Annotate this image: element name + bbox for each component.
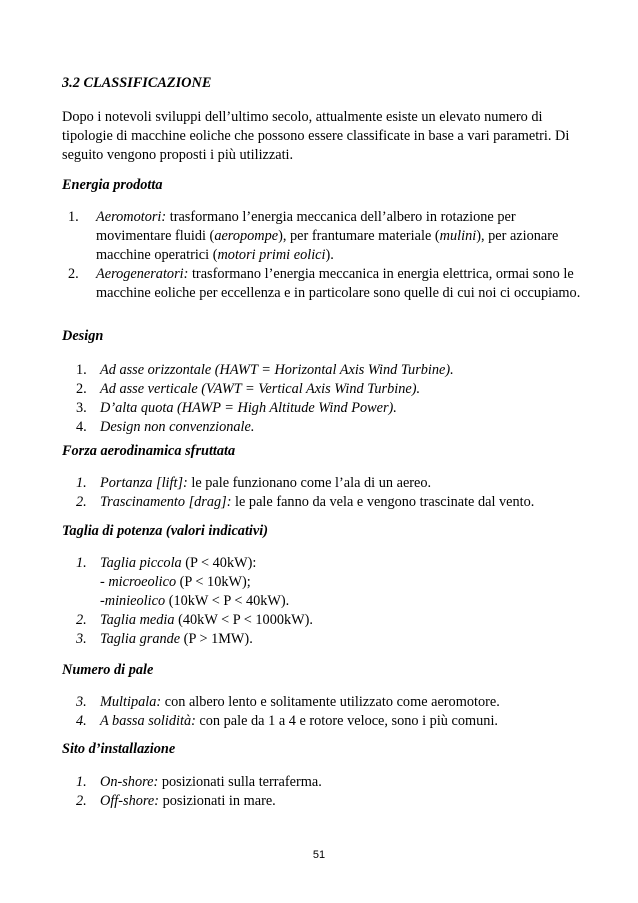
- heading-energia-prodotta: Energia prodotta: [62, 177, 163, 193]
- list-item: 3. D’alta quota (HAWP = High Altitude Wind Power).: [76, 400, 397, 416]
- list-item: 1. On-shore: posizionati sulla terraferma.: [76, 774, 322, 790]
- list-forza-aerodinamica: [62, 474, 582, 512]
- list-item: 1. Aeromotori: trasformano l’energia meccanica dell’albero in rotazione per movimentare fluidi (aeropompe), per frantumare materiale (mulini), per azionare macchine operatrici (motori primi eolici).: [68, 209, 559, 263]
- section-heading: 3.2 CLASSIFICAZIONE: [62, 75, 212, 91]
- list-item: 1. Portanza [lift]: le pale funzionano come l’ala di un aereo.: [76, 475, 432, 491]
- list-item: 3. Multipala: con albero lento e solitamente utilizzato come aeromotore.: [76, 694, 500, 710]
- heading-forza-aerodinamica: Forza aerodinamica sfruttata: [62, 443, 236, 459]
- heading-design: Design: [62, 328, 104, 344]
- list-numero-pale: [62, 693, 582, 731]
- list-item: 3. Taglia grande (P > 1MW).: [76, 631, 253, 647]
- heading-sito-installazione: Sito d’installazione: [62, 741, 176, 757]
- list-energia-prodotta: [62, 208, 582, 303]
- list-item: 2. Ad asse verticale (VAWT = Vertical Axis Wind Turbine).: [76, 381, 421, 397]
- list-item: 1. Taglia piccola (P < 40kW):: [76, 555, 257, 571]
- list-item: 2. Aerogeneratori: trasformano l’energia meccanica in energia elettrica, ormai sono le macchine eoliche per eccellenza e in particolare sono quelle di cui noi ci occupiamo.: [68, 266, 581, 301]
- list-item: 4. A bassa solidità: con pale da 1 a 4 e rotore veloce, sono i più comuni.: [76, 713, 498, 729]
- heading-numero-pale: Numero di pale: [62, 662, 154, 678]
- list-item: 2. Trascinamento [drag]: le pale fanno da vela e vengono trascinate dal vento.: [76, 494, 535, 510]
- list-design: [62, 361, 582, 437]
- list-item: 4. Design non convenzionale.: [76, 419, 255, 435]
- list-item: -minieolico (10kW < P < 40kW).: [100, 593, 290, 609]
- list-taglia-potenza: [62, 554, 582, 649]
- list-item: - microeolico (P < 10kW);: [100, 574, 251, 590]
- page-number: 51: [312, 849, 326, 861]
- list-item: 2. Off-shore: posizionati in mare.: [76, 793, 276, 809]
- list-item: 1. Ad asse orizzontale (HAWT = Horizontal Axis Wind Turbine).: [76, 362, 454, 378]
- heading-taglia-potenza: Taglia di potenza (valori indicativi): [62, 523, 268, 539]
- list-sito-installazione: [62, 773, 582, 811]
- intro-paragraph: Dopo i notevoli sviluppi dell’ultimo secolo, attualmente esiste un elevato numero di tipologie di macchine eoliche che possono essere classificate in base a vari parametri. Di seguito vengono proposti i più utilizzati.: [62, 109, 570, 163]
- list-item: 2. Taglia media (40kW < P < 1000kW).: [76, 612, 313, 628]
